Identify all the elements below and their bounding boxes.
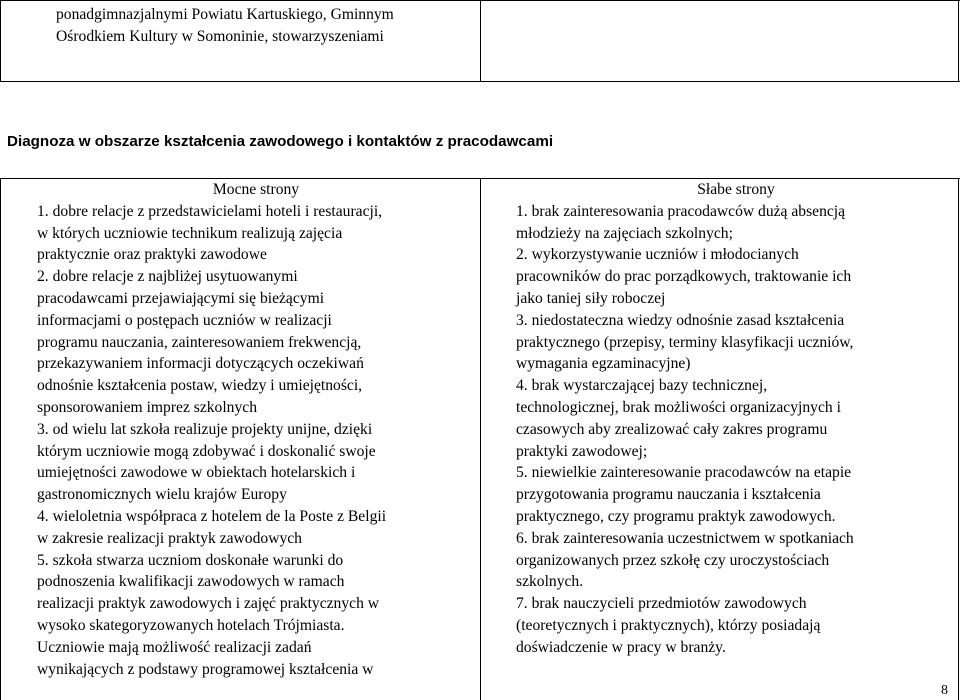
strength-item: 2. dobre relacje z najbliżej usytuowanymi pracodawcami przejawiającymi się bieżącymi informacjami o postępach uczniów w realizacji programu nauczania, zainteresowaniem frekwencją, przekazywaniem informacji dotyczących oczekiwań odnośnie kształcenia postaw, wiedzy i umiejętności, sponsorowaniem imprez szkolnych xyxy=(37,268,364,416)
weaknesses-column xyxy=(516,179,956,659)
strengths-column xyxy=(37,179,475,680)
weakness-item: 3. niedostateczna wiedzy odnośnie zasad kształcenia praktycznego (przepisy, terminy klasyfikacji uczniów, wymagania egzaminacyjne) xyxy=(516,311,854,373)
prev-table-line-2: Ośrodkiem Kultury w Somoninie, stowarzyszeniami xyxy=(56,27,384,45)
weakness-item: 5. niewielkie zainteresowanie pracodawców na etapie przygotowania programu nauczania i kształcenia praktycznego, czy programu praktyk zawodowych. xyxy=(516,464,852,525)
strength-item: 1. dobre relacje z przedstawicielami hoteli i restauracji, w których uczniowie technikum realizują zajęcia praktycznie oraz praktyki zawodowe xyxy=(37,202,383,264)
strength-item: 3. od wielu lat szkoła realizuje projekty unijne, dzięki którym uczniowie mogą zdobywać i doskonalić swoje umiejętności zawodowe w obiektach hotelarskich i gastronomicznych wielu krajów Europy xyxy=(37,420,376,504)
page-number: 8 xyxy=(941,683,948,698)
weakness-item: 7. brak nauczycieli przedmiotów zawodowych (teoretycznych i praktycznych), którzy posiadają doświadczenie w pracy w branży. xyxy=(516,595,821,656)
weaknesses-header: Słabe strony xyxy=(697,181,775,198)
weakness-item: 6. brak zainteresowania uczestnictwem w spotkaniach organizowanych przez szkołę czy uroczystościach szkolnych. xyxy=(516,529,854,591)
prev-table-cell-text xyxy=(56,4,394,47)
strength-item: 4. wieloletnia współpraca z hotelem de la Poste z Belgii w zakresie realizacji praktyk zawodowych xyxy=(37,507,387,547)
weakness-item: 2. wykorzystywanie uczniów i młodocianych pracowników do prac porządkowych, traktowanie ich jako taniej siły roboczej xyxy=(516,246,852,307)
strength-item: 5. szkoła stwarza uczniom doskonałe warunki do podnoszenia kwalifikacji zawodowych w ramach realizacji praktyk zawodowych i zajęć praktycznych w wysoko skategoryzowanych hotelach Trójmiasta. Uczniowie mają możliwość realizacji zadań wynikających z podstawy programowej kształcenia w xyxy=(37,551,380,678)
strengths-header: Mocne strony xyxy=(212,181,300,198)
prev-table-line-1: ponadgimnazjalnymi Powiatu Kartuskiego, Gminnym xyxy=(56,6,394,23)
weakness-item: 4. brak wystarczającej bazy technicznej, technologicznej, brak możliwości organizacyjnych i czasowych aby zrealizować cały zakres programu praktyki zawodowej; xyxy=(516,377,841,460)
section-heading: Diagnoza w obszarze kształcenia zawodowego i kontaktów z pracodawcami xyxy=(7,133,554,150)
weakness-item: 1. brak zainteresowania pracodawców dużą absencją młodzieży na zajęciach szkolnych; xyxy=(516,202,846,242)
